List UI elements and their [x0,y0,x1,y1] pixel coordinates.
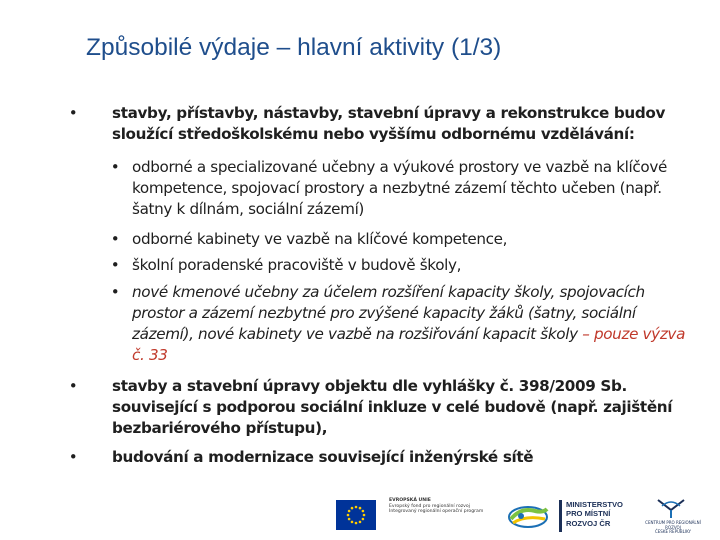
list-item [68,447,698,468]
list-item-text: stavby, přístavby, nástavby, stavební úpravy a rekonstrukce budov sloužící středoškolskému nebo vyššímu odbornému vzdělávání: [112,104,666,143]
list-item-text: stavby a stavební úpravy objektu dle vyhlášky č. 398/2009 Sb. související s podporou sociální inkluze v celé budově (např. zajištění bezbariérového přístupu), [112,377,673,437]
crr-line: ČESKÉ REPUBLIKY [654,529,691,535]
bullet-icon: • [110,158,120,176]
eu-line: EVROPSKÁ UNIE [389,498,431,503]
sub-list-item [110,255,688,276]
irop-logo-icon [505,501,551,529]
sub-list-item [110,282,688,366]
eu-line: Integrovaný regionální operační program [389,509,484,515]
eu-program-text [389,498,499,515]
bullet-icon: • [68,104,78,122]
sub-list-item [110,157,688,220]
dash-text: – [582,325,594,343]
mmr-line: ROZVOJ ČR [566,518,611,528]
bullet-icon: • [110,230,120,248]
list-item [68,376,698,439]
crr-line: CENTRUM PRO REGIONÁLNÍ ROZVOJ [645,520,701,530]
list-item-text: budování a modernizace související inženýrské sítě [112,448,534,466]
bullet-icon: • [68,448,78,466]
list-item-text: odborné kabinety ve vazbě na klíčové kompetence, [132,230,508,248]
slide-title: Způsobilé výdaje – hlavní aktivity (1/3) [86,34,502,61]
crr-logo-text [643,521,703,535]
italic-text: nové kmenové učebny za účelem rozšíření kapacity školy, spojovacích prostor a zázemí nezbytné pro zvýšené kapacity žáků (šatny, sociální zázemí), nové kabinety ve vazbě na rozšiřování kapacit školy [132,283,645,343]
call-note: pouze výzva č. 33 [132,325,686,364]
list-item-text [122,282,688,366]
list-item-text: školní poradenské pracoviště v budově školy, [132,256,462,274]
mmr-line: MINISTERSTVO [566,500,623,509]
bullet-icon: • [110,256,120,274]
mmr-logo-bar [559,500,562,532]
bullet-icon: • [110,283,120,301]
list-item [68,103,698,145]
bullet-icon: • [68,377,78,395]
sub-list-item [110,229,688,250]
mmr-logo-text [566,500,623,528]
eu-line: Evropský fond pro regionální rozvoj [389,503,470,509]
mmr-line: PRO MÍSTNÍ [566,509,611,519]
eu-flag-icon [336,500,376,530]
list-item-text: odborné a specializované učebny a výukové prostory ve vazbě na klíčové kompetence, spojovací prostory a nezbytné zázemí těchto učeben (např. šatny k dílnám, sociální zázemí) [132,158,667,218]
